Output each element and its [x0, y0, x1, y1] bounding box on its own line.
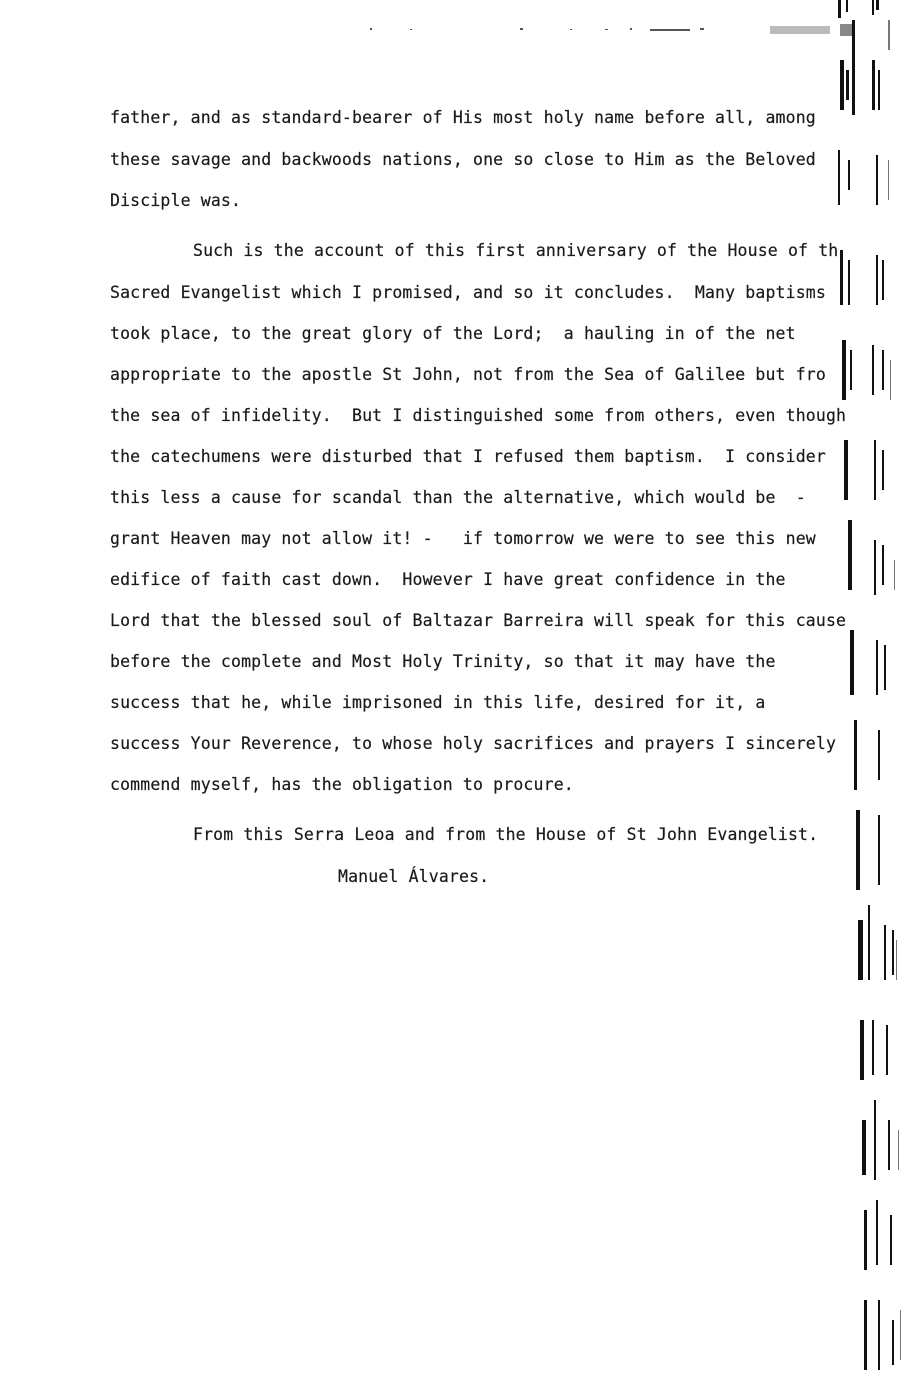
text-line: this less a cause for scandal than the alternative, which would be -: [110, 488, 806, 507]
text-line: father, and as standard-bearer of His most holy name before all, among: [110, 108, 816, 127]
closing-line: From this Serra Leoa and from the House of St John Evangelist.: [193, 825, 819, 844]
text-line: grant Heaven may not allow it! - if tomorrow we were to see this new: [110, 529, 816, 548]
text-line: appropriate to the apostle St John, not from the Sea of Galilee but fro: [110, 365, 826, 384]
text-line: the catechumens were disturbed that I refused them baptism. I consider: [110, 447, 826, 466]
text-line: the sea of infidelity. But I distinguished some from others, even though: [110, 406, 847, 425]
text-line: success Your Reverence, to whose holy sacrifices and prayers I sincerely: [110, 734, 837, 753]
text-line: success that he, while imprisoned in this life, desired for it, a: [110, 693, 766, 712]
text-line: Such is the account of this first anniversary of the House of th: [193, 241, 839, 260]
binding-artifacts: [828, 0, 922, 1380]
text-line: Disciple was.: [110, 191, 242, 210]
text-line: commend myself, has the obligation to procure.: [110, 775, 574, 794]
scan-noise-top: [370, 22, 860, 38]
text-line: these savage and backwoods nations, one so close to Him as the Beloved: [110, 150, 816, 169]
signature: Manuel Álvares.: [338, 867, 490, 886]
text-line: before the complete and Most Holy Trinity, so that it may have the: [110, 652, 776, 671]
text-line: edifice of faith cast down. However I have great confidence in the: [110, 570, 786, 589]
text-line: took place, to the great glory of the Lord; a hauling in of the net: [110, 324, 796, 343]
text-line: Lord that the blessed soul of Baltazar Barreira will speak for this cause: [110, 611, 847, 630]
text-line: Sacred Evangelist which I promised, and so it concludes. Many baptisms: [110, 283, 826, 302]
